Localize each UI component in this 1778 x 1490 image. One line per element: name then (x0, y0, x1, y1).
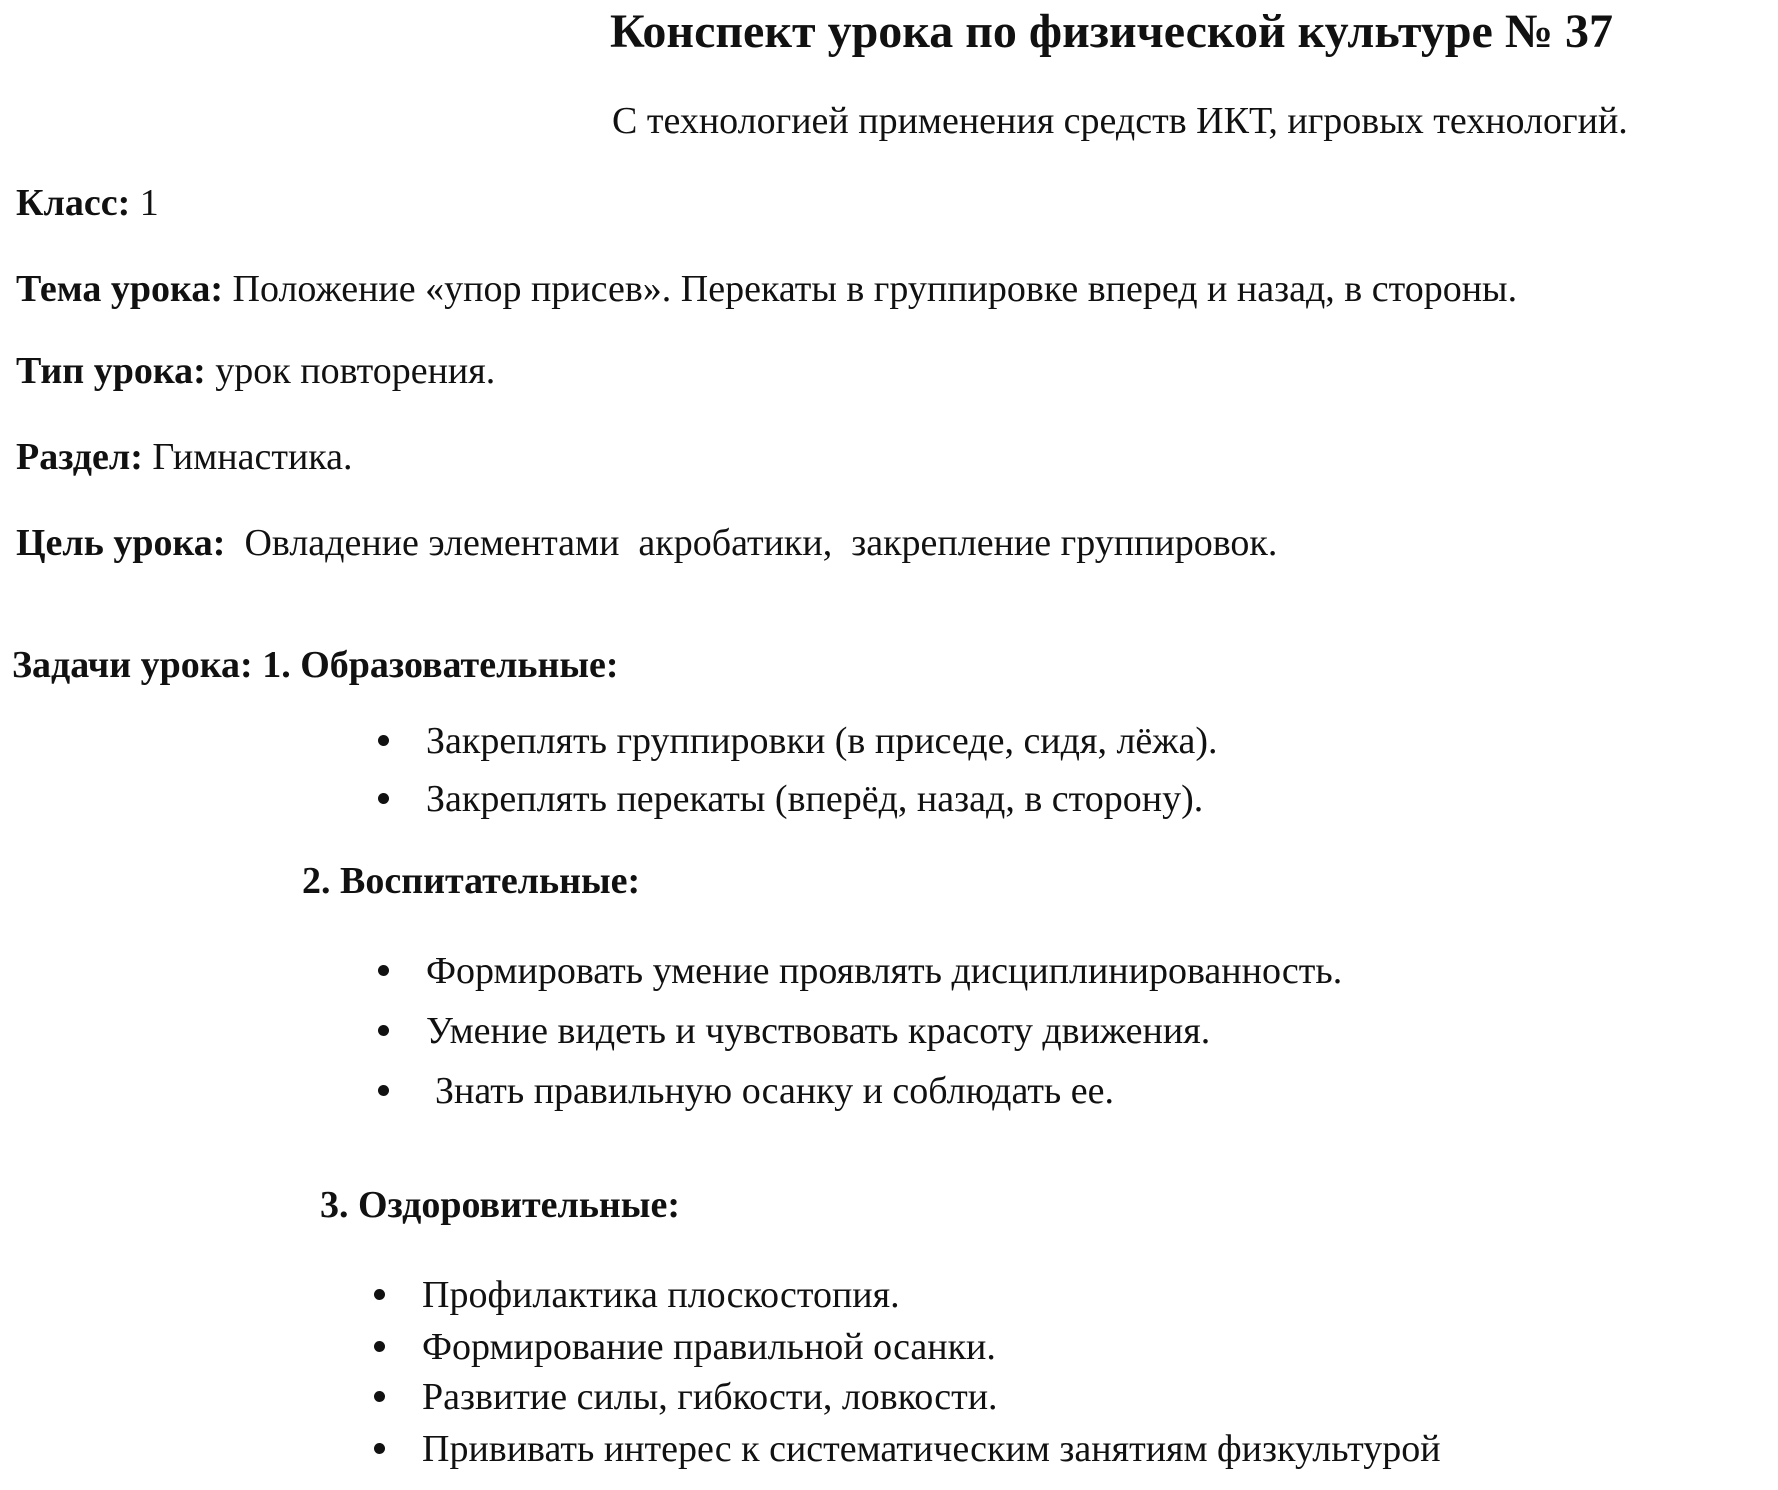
bullet-icon (378, 1085, 389, 1096)
field-topic (16, 270, 1517, 308)
task-group-3-heading: 3. Оздоровительные: (320, 1184, 680, 1226)
field-type (16, 352, 495, 390)
list-item-text: Знать правильную осанку и соблюдать ее. (435, 1070, 1114, 1112)
bullet-icon (378, 793, 389, 804)
field-section-value: Гимнастика. (152, 436, 353, 478)
task-group-2-heading: 2. Воспитательные: (302, 860, 641, 902)
field-goal-label: Цель урока: (16, 522, 226, 564)
bullet-icon (378, 735, 389, 746)
field-section-label: Раздел: (16, 436, 143, 478)
tasks-heading (12, 646, 619, 684)
field-type-label: Тип урока: (16, 350, 206, 392)
list-item-text: Развитие силы, гибкости, ловкости. (422, 1376, 998, 1418)
list-item-text: Профилактика плоскостопия. (422, 1274, 900, 1316)
tasks-label: Задачи урока: (12, 644, 253, 686)
list-item-text: Прививать интерес к систематическим занятиям физкультурой (422, 1428, 1441, 1470)
page-subtitle: С технологией применения средств ИКТ, игровых технологий. (612, 100, 1628, 142)
field-goal (16, 524, 1277, 562)
bullet-icon (374, 1391, 385, 1402)
field-goal-value: Овладение элементами акробатики, закрепление группировок. (244, 522, 1278, 564)
bullet-icon (378, 1025, 389, 1036)
list-item-text: Формирование правильной осанки. (422, 1326, 996, 1368)
bullet-icon (378, 965, 389, 976)
field-class-value: 1 (139, 182, 159, 224)
bullet-icon (374, 1341, 385, 1352)
task-group-1-heading: 1. Образовательные: (262, 644, 619, 686)
field-type-value: урок повторения. (215, 350, 496, 392)
field-topic-label: Тема урока: (16, 268, 223, 310)
bullet-icon (374, 1289, 385, 1300)
field-section (16, 438, 353, 476)
list-item-text: Формировать умение проявлять дисциплинированность. (426, 950, 1343, 992)
field-class (16, 184, 159, 222)
list-item-text: Умение видеть и чувствовать красоту движения. (426, 1010, 1211, 1052)
field-topic-value: Положение «упор присев». Перекаты в группировке вперед и назад, в стороны. (232, 268, 1518, 310)
list-item-text: Закреплять группировки (в приседе, сидя, лёжа). (426, 720, 1218, 762)
bullet-icon (374, 1443, 385, 1454)
page-title: Конспект урока по физической культуре № 37 (610, 5, 1614, 58)
field-class-label: Класс: (16, 182, 131, 224)
list-item-text: Закреплять перекаты (вперёд, назад, в сторону). (426, 778, 1204, 820)
